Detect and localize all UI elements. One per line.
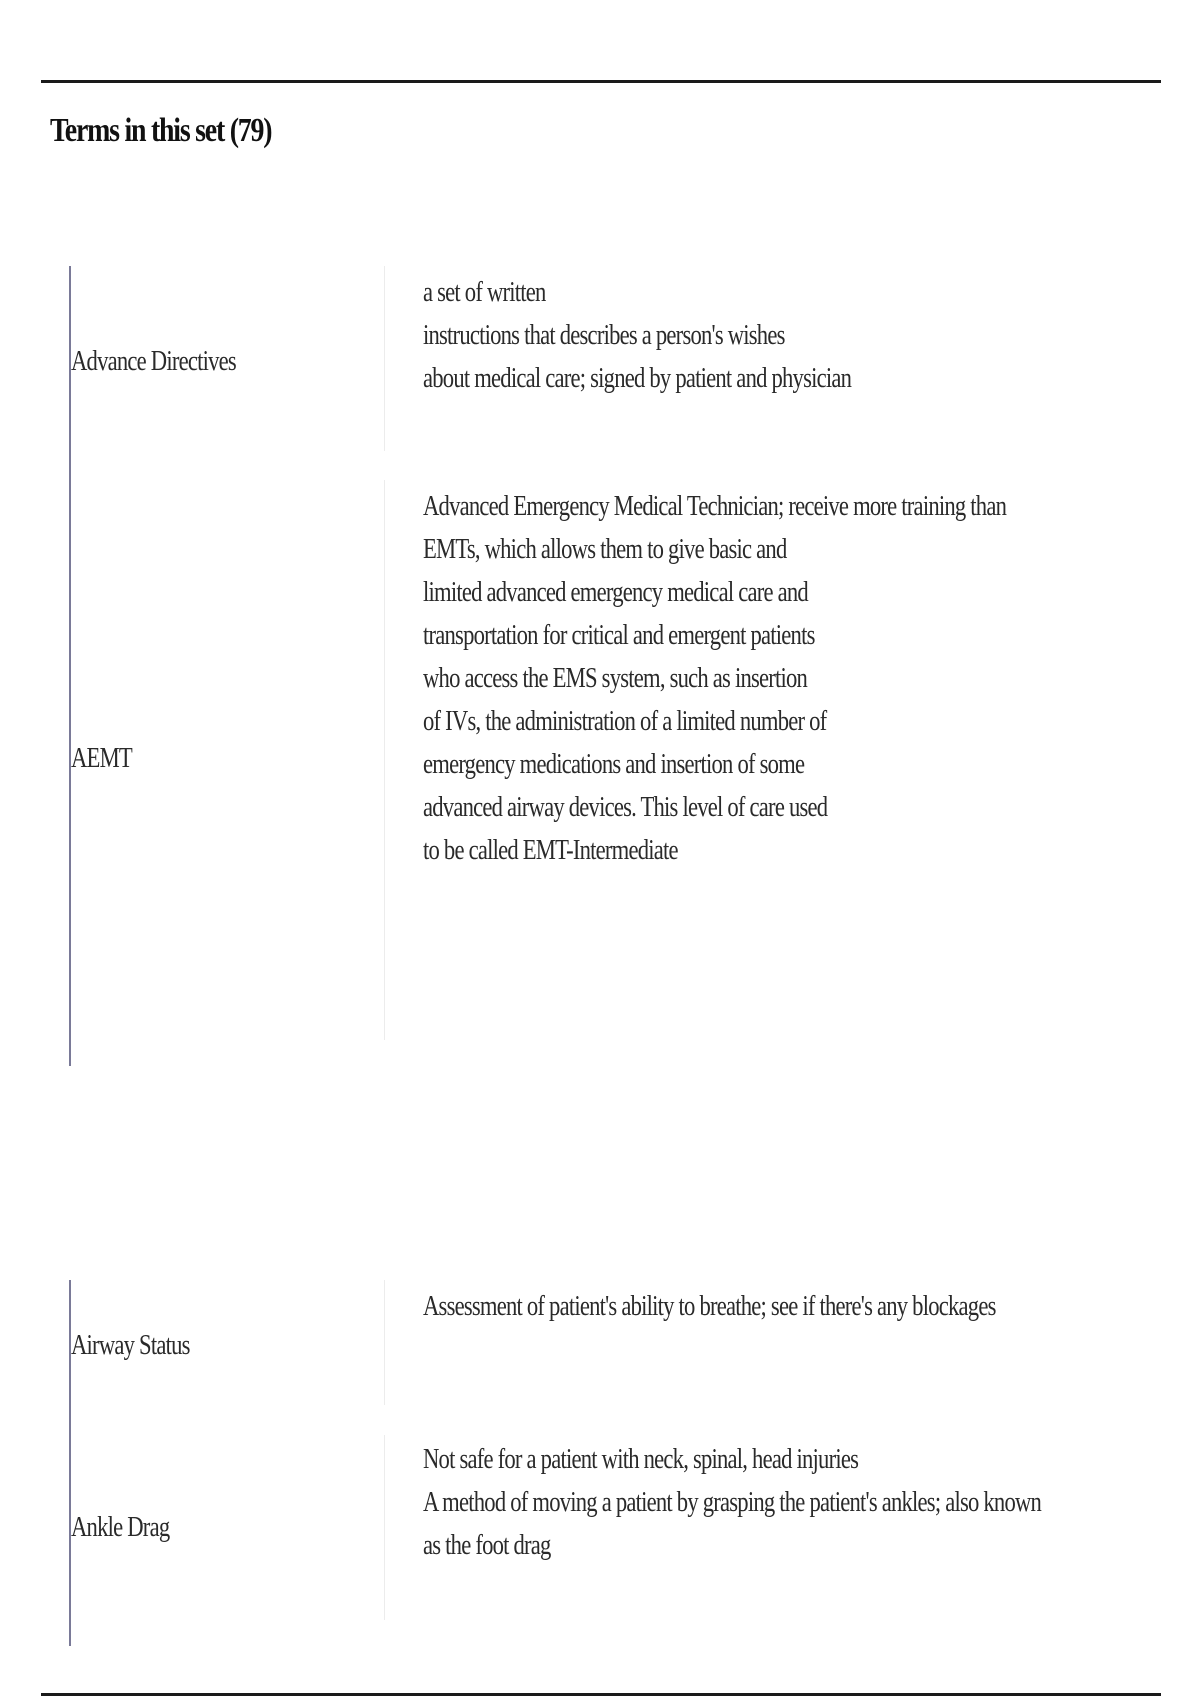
definition-line: of IVs, the administration of a limited number of [423,705,827,737]
term-text: AEMT [71,742,132,774]
term-text: Airway Status [71,1329,190,1361]
definition-line: as the foot drag [423,1529,551,1561]
definition-line: instructions that describes a person's wishes [423,319,785,351]
definition-text [423,485,1006,872]
term-group [69,266,1007,1066]
definition-line: Assessment of patient's ability to breathe; see if there's any blockages [423,1290,996,1322]
flashcard[interactable] [71,266,1161,451]
definition-text [423,1285,996,1328]
definition-line: a set of written [423,276,546,308]
definition-line: about medical care; signed by patient and physician [423,362,852,394]
bottom-divider [41,1693,1161,1696]
definition-line: EMTs, which allows them to give basic and [423,533,787,565]
term-text: Advance Directives [71,345,236,377]
card-divider [384,1280,385,1405]
term-group [69,1280,1042,1646]
top-divider [41,80,1161,83]
definition-line: advanced airway devices. This level of care used [423,791,828,823]
term-text: Ankle Drag [71,1511,170,1543]
definition-line: transportation for critical and emergent patients [423,619,815,651]
definition-line: Advanced Emergency Medical Technician; receive more training than [423,490,1007,522]
card-divider [384,266,385,451]
definition-line: Not safe for a patient with neck, spinal, head injuries [423,1443,859,1475]
flashcard[interactable] [71,1280,1161,1405]
card-divider [384,1435,385,1620]
definition-text [423,1438,1041,1567]
definition-line: who access the EMS system, such as insertion [423,662,808,694]
card-divider [384,480,385,1040]
definition-line: limited advanced emergency medical care and [423,576,808,608]
set-title: Terms in this set (79) [50,112,272,149]
definition-line: emergency medications and insertion of some [423,748,805,780]
definition-text [423,271,851,400]
flashcard[interactable] [71,480,1161,1040]
flashcard[interactable] [71,1435,1161,1620]
definition-line: to be called EMT-Intermediate [423,834,678,866]
definition-line: A method of moving a patient by grasping the patient's ankles; also known [423,1486,1042,1518]
